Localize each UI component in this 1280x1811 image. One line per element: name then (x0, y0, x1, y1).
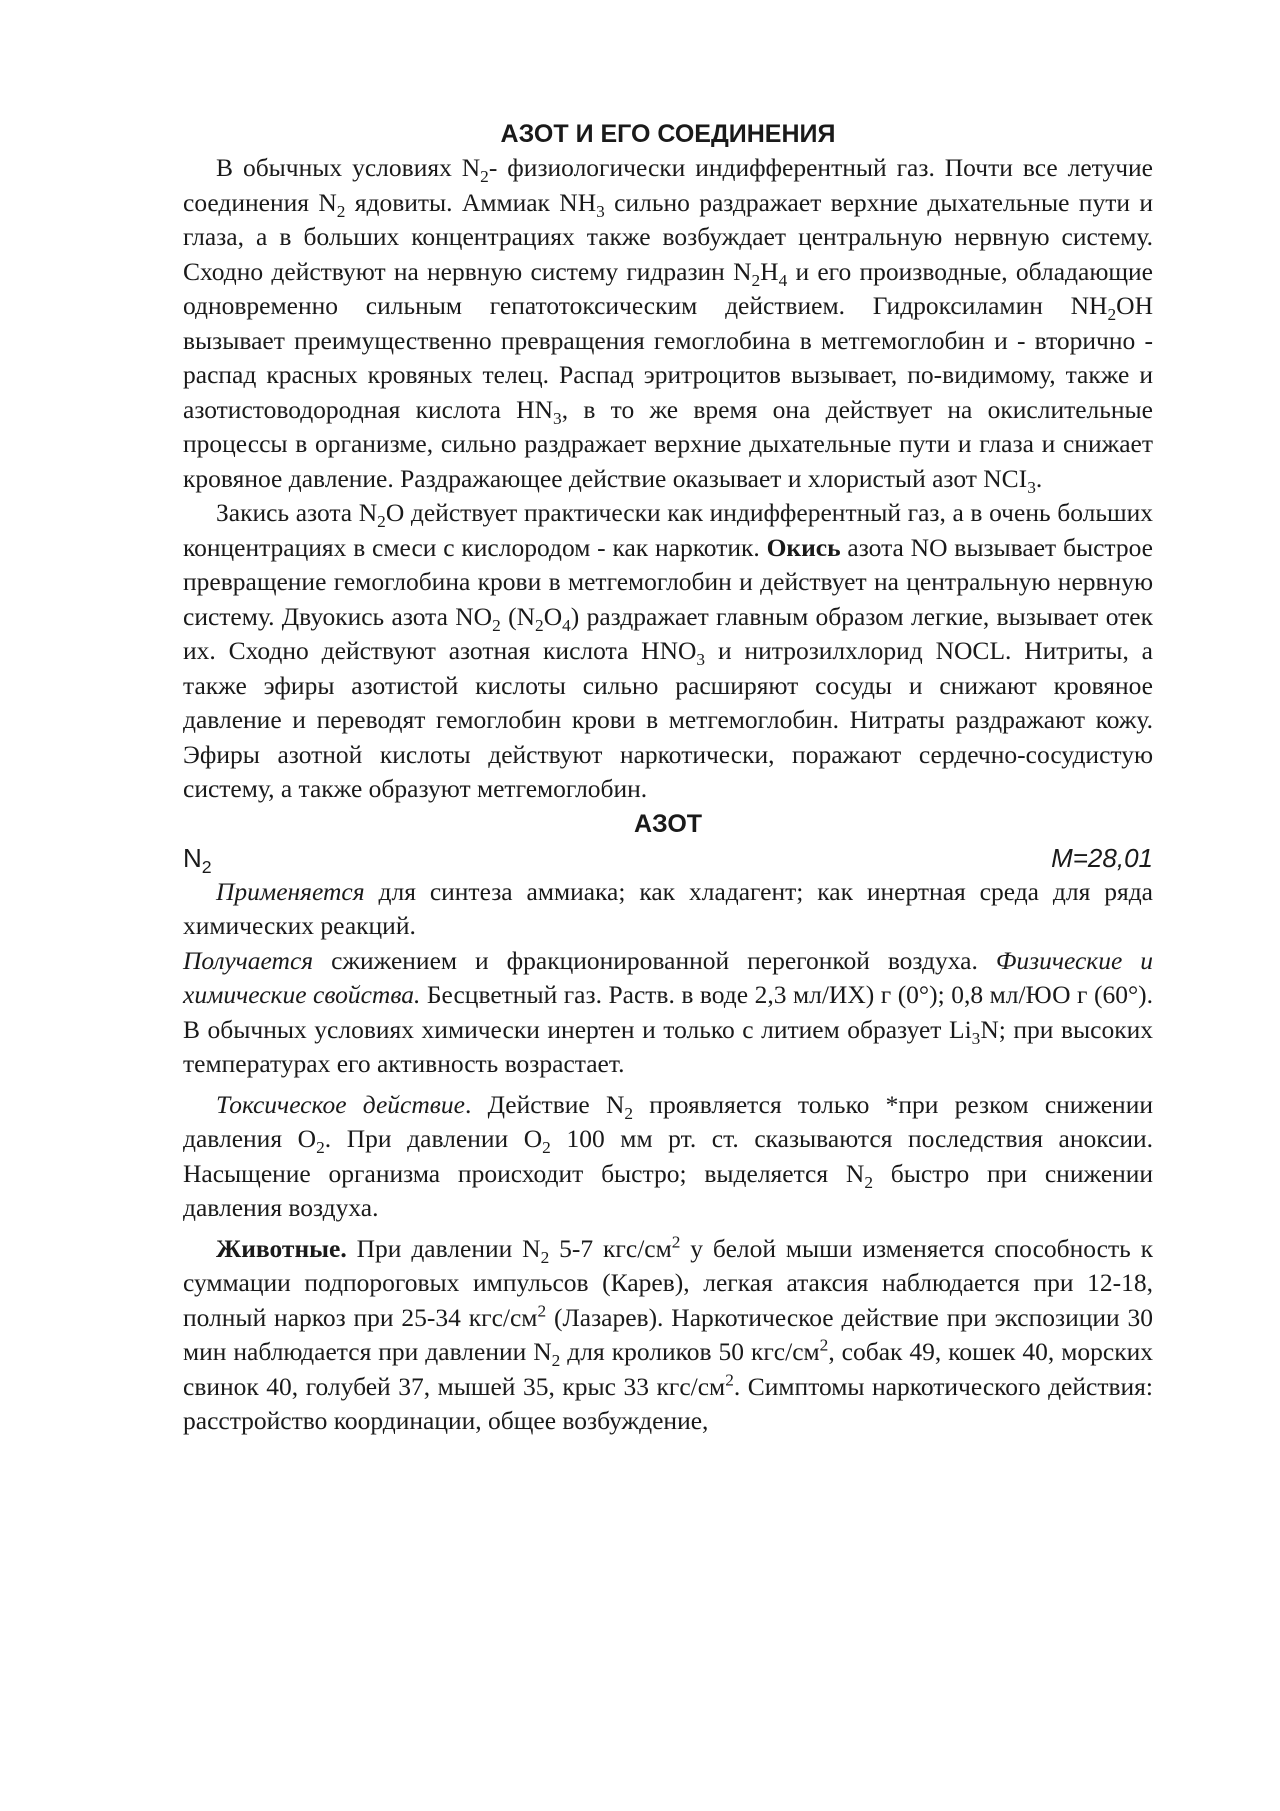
paragraph-intro: В обычных условиях $N_2-$ физиологически индифферентный газ. Почти все летучие соединения $N_2$ ядовиты. Аммиак $NH_3$ сильно раздражает верхние дыхательные пути и глаза, а в больших концентрациях также возбуждает центральную нервную систему. Сходно действуют на нервную систему гидразин $N_2H_4$ и его производные, обладающие одновременно сильным гепатотоксическим действием. Гидроксиламин $NH_2OH$ вызывает преимущественно превращения гемоглобина в метгемоглобин и - вторично - распад красных кровяных телец. Распад эритроцитов вызывает, по-видимому, также и азотистоводородная кислота $HN_3$, в то же время она действует на окислительные процессы в организме, сильно раздражает верхние дыхательные пути и глаза и снижает кровяное давление. Раздражающее действие оказывает и хлористый азот $NCI_3$. (183, 153, 1154, 497)
italic-label: Получается (183, 945, 314, 975)
paragraph-production: Получается сжижением и фракционированной перегонкой воздуха. Физические и химические свойства. Бесцветный газ. Раств. в воде 2,3 мл/ИХ) г (0°); 0,8 мл/ЮО г (60°). В обычных условиях химически инертен и только с литием образует $Li_3N$; при высоких температурах его активность возрастает. (183, 945, 1154, 1078)
bold-term: Окись (766, 532, 841, 562)
bold-label: Животные. (216, 1233, 347, 1263)
page-title: АЗОТ И ЕГО СОЕДИНЕНИЯ (500, 120, 836, 148)
italic-label: Токсическое действие (216, 1089, 465, 1119)
paragraph-animals: Животные. При давлении $N_2$ 5-7 кгс/$см^2$ у белой мыши изменяется способность к суммации подпороговых импульсов (Карев), легкая атаксия наблюдается при 12-18, полный наркоз при 25-34 кгс/$см^2$ (Лазарев). Наркотическое действие при экспозиции 30 мин наблюдается при давлении $N_2$ для кроликов 50 кгс/$см^2$, собак 49, кошек 40, морских свинок 40, голубей 37, мышей 35, крыс 33 кгс/$см^2$. Симптомы наркотического действия: расстройство координации, общее возбуждение, (183, 1232, 1154, 1435)
formula-row (183, 841, 1153, 875)
paragraph-toxic-action: Токсическое действие. Действие $N_2$ проявляется только *при резком снижении давления $O_2$. При давлении $O_2$ 100 мм рт. ст. сказываются последствия аноксии. Насыщение организма происходит быстро; выделяется $N_2$ быстро при снижении давления воздуха. (183, 1089, 1154, 1222)
molar-mass: M=28,01 (1051, 842, 1153, 873)
italic-label: Применяется (216, 876, 365, 906)
paragraph-nitrogen-oxides: Закись азота $N_2O$ действует практически как индифферентный газ, а в очень больших концентрациях в смеси с кислородом - как наркотик. Окись азота NO вызывает быстрое превращение гемоглобина крови в метгемоглобин и действует на центральную нервную систему. Двуокись азота $NO_2$ $(N_2O_4)$ раздражает главным образом легкие, вызывает отек их. Сходно действуют азотная кислота $HNO_3$ и нитрозилхлорид NOCL. Нитриты, а также эфиры азотистой кислоты сильно расширяют сосуды и снижают кровяное давление и переводят гемоглобин крови в метгемоглобин. Нитраты раздражают кожу. Эфиры азотной кислоты действуют наркотически, поражают сердечно-сосудистую систему, а также образуют метгемоглобин. (183, 498, 1153, 803)
section-heading: АЗОТ (633, 809, 703, 838)
document-body (183, 117, 1153, 1439)
italic-label: Физические и химические свойства. (183, 945, 1153, 1009)
chemical-formula: $N_2$ (183, 842, 212, 877)
paragraph-applications: Применяется для синтеза аммиака; как хладагент; как инертная среда для ряда химических реакций. (183, 876, 1153, 940)
